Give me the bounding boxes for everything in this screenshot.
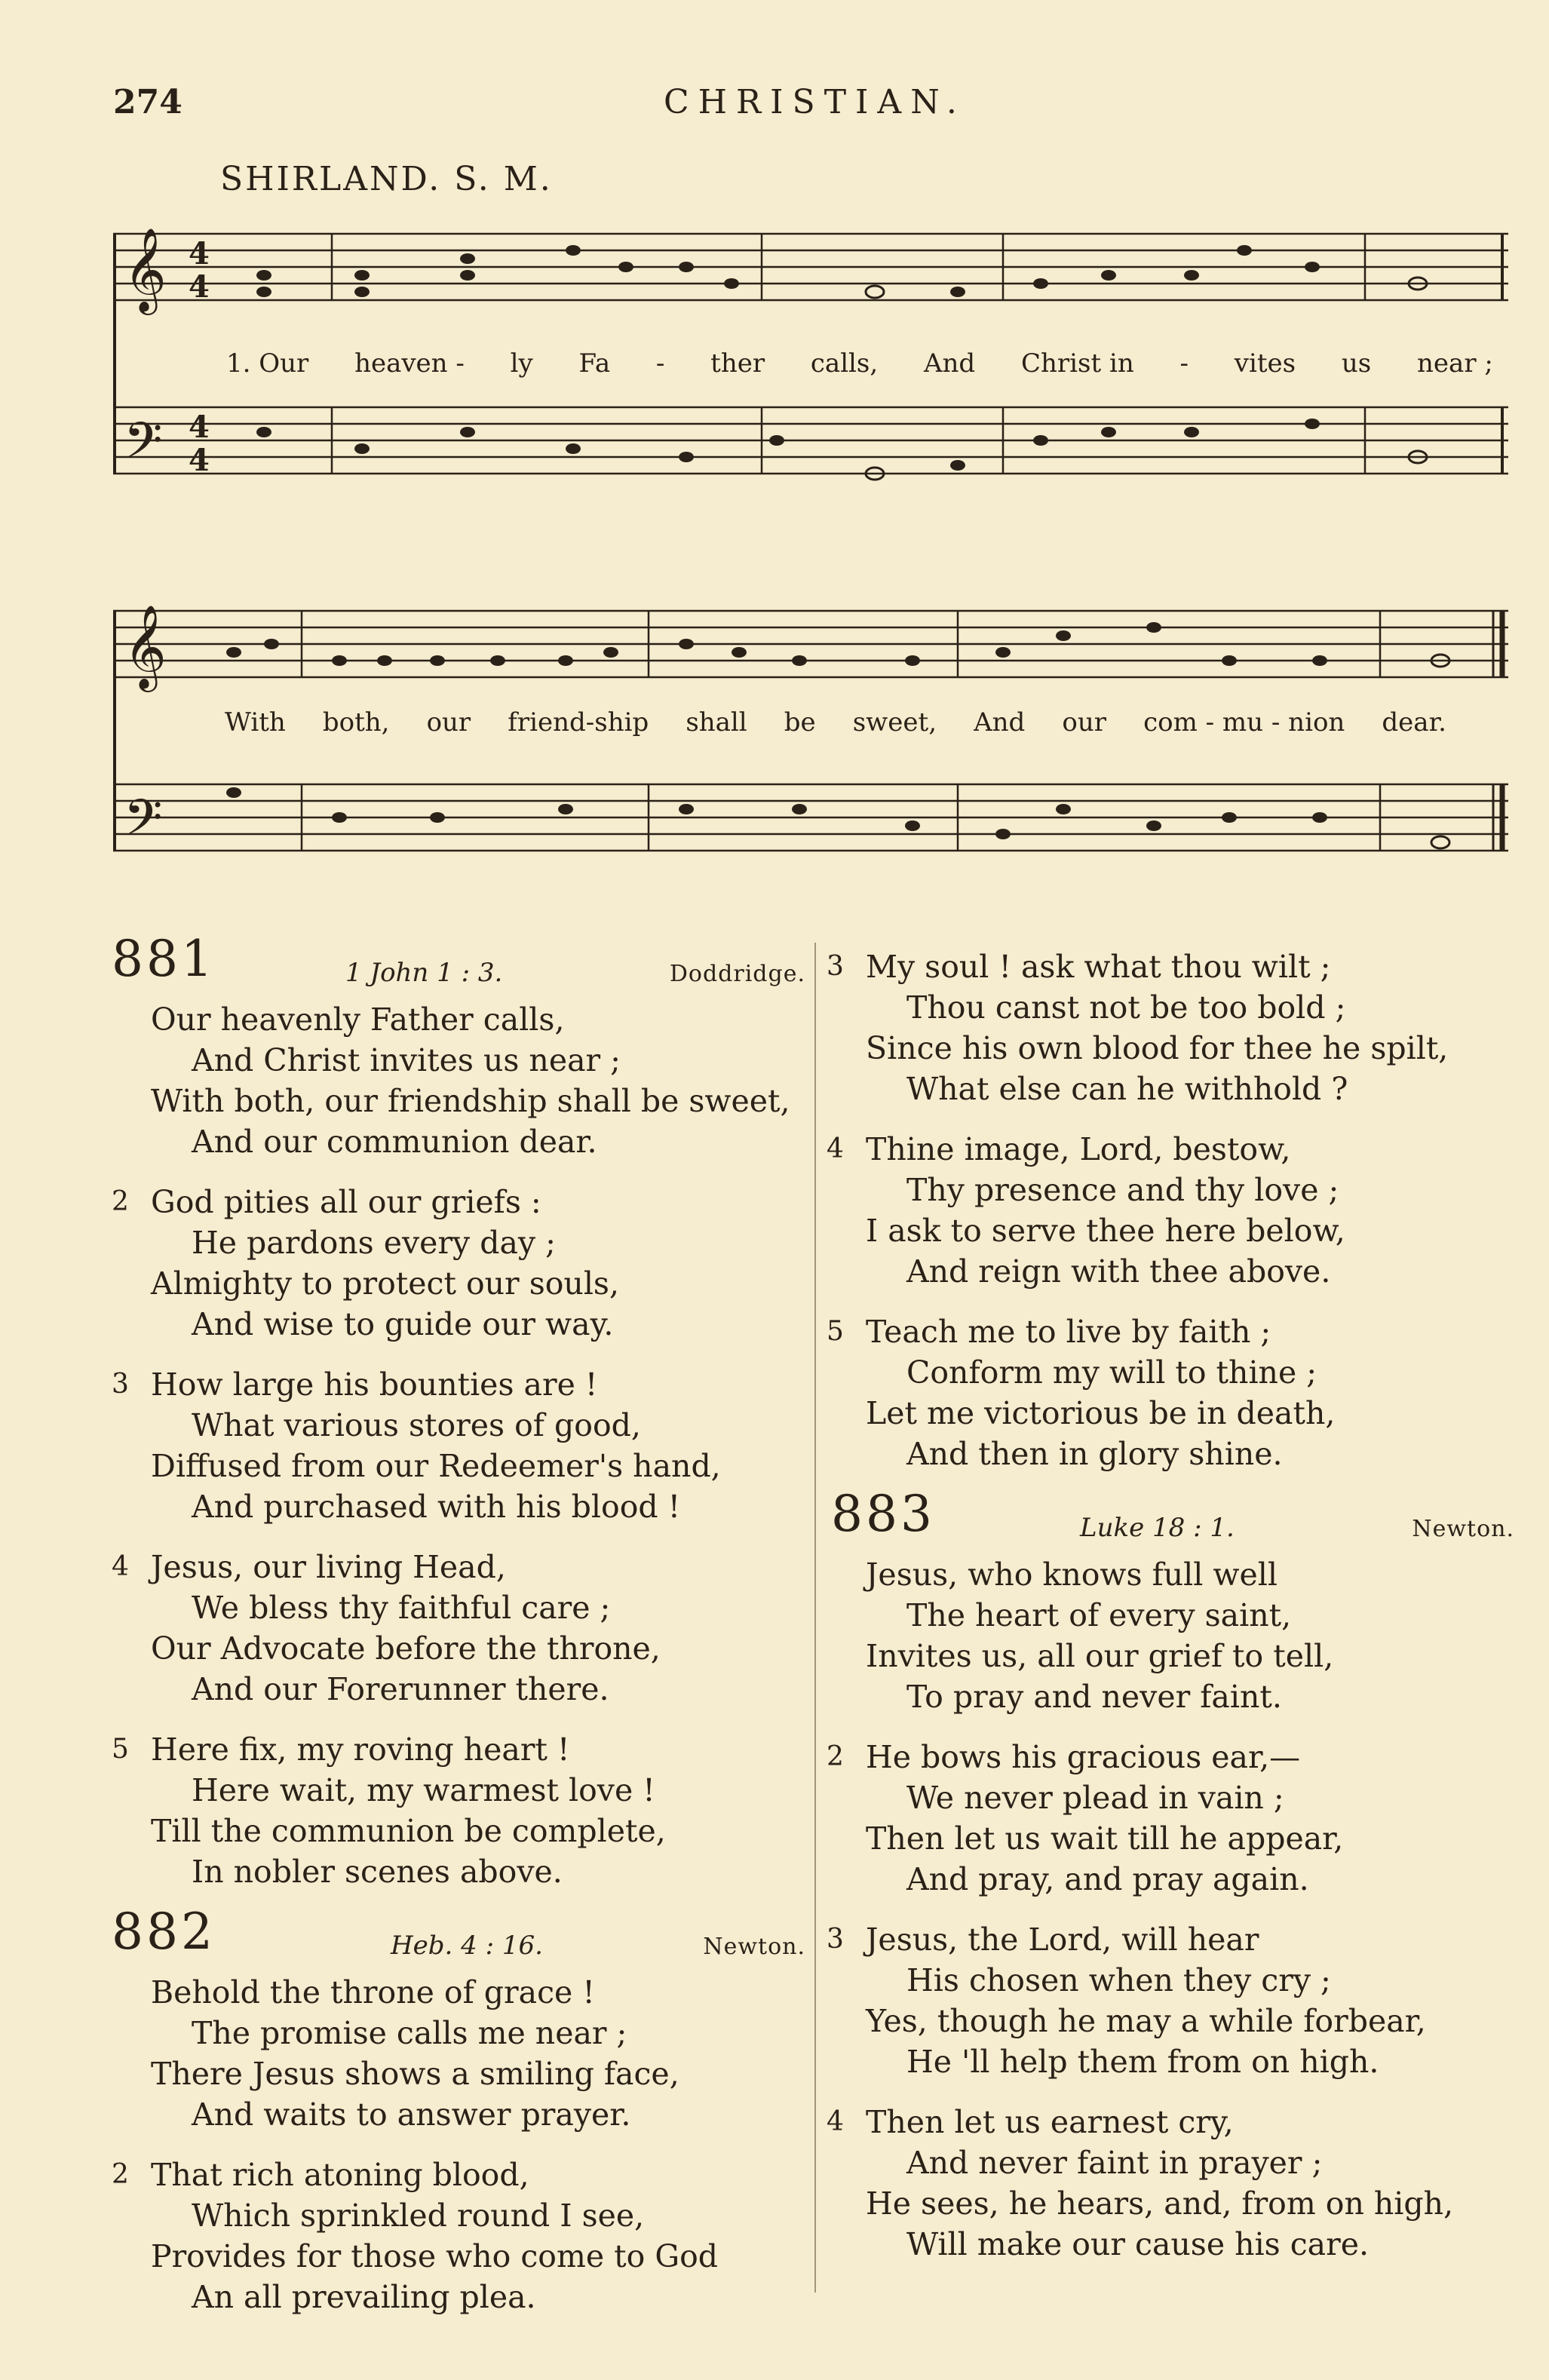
hymn-881-stanza-2 [112, 1182, 805, 1345]
hymn-number: 882 [112, 1903, 216, 1961]
verse-line: An all prevailing plea. [192, 2279, 536, 2315]
lyric-syllable: ly [510, 348, 533, 379]
svg-text:4: 4 [189, 409, 210, 445]
hymn-author: Newton. [703, 1934, 805, 1960]
lyric-syllable: - [655, 348, 665, 379]
verse-line: He 'll help them from on high. [906, 2044, 1379, 2080]
hymn-883-stanza-2 [827, 1737, 1514, 1900]
stanza-number: 3 [112, 1369, 129, 1400]
svg-text:4: 4 [189, 443, 210, 478]
hymn-882-stanza-3 [827, 946, 1514, 1109]
verse-line: The heart of every saint, [906, 1597, 1292, 1633]
verse-line: Behold the throne of grace ! [151, 1974, 595, 2010]
verse-line: Yes, though he may a while forbear, [866, 2003, 1426, 2039]
column-divider [814, 943, 816, 2293]
verse-line: Our Advocate before the throne, [151, 1630, 661, 1667]
verse-line: Then let us wait till he appear, [866, 1820, 1344, 1857]
scripture-reference: Heb. 4 : 16. [391, 1931, 543, 1961]
verse-line: What else can he withhold ? [906, 1071, 1348, 1107]
verse-line: And wise to guide our way. [192, 1306, 614, 1342]
lyric-syllable: sweet, [852, 707, 937, 738]
hymn-881-stanza-5 [112, 1729, 805, 1892]
verse-line: What various stores of good, [192, 1407, 641, 1443]
verse-line: And our Forerunner there. [192, 1671, 609, 1707]
hymn-883-stanza-1 [866, 1554, 1514, 1717]
verse-line: And reign with thee above. [906, 1253, 1331, 1290]
left-column [112, 930, 805, 2337]
stanza-number: 4 [112, 1551, 129, 1582]
verse-line: Thy presence and thy love ; [906, 1172, 1339, 1208]
lyric-syllable: And [923, 348, 976, 379]
verse-line: And Christ invites us near ; [192, 1042, 621, 1078]
verse-line: We bless thy faithful care ; [192, 1590, 611, 1626]
lyric-syllable: friend-ship [508, 707, 649, 738]
verse-line: God pities all our griefs : [151, 1184, 541, 1220]
verse-line: The promise calls me near ; [192, 2015, 627, 2051]
lyric-syllable: com - mu - nion [1143, 707, 1345, 738]
verse-line: And pray, and pray again. [906, 1861, 1309, 1897]
lyric-syllable: vites [1234, 348, 1296, 379]
hymn-883-stanza-4 [827, 2102, 1514, 2265]
verse-line: Here wait, my warmest love ! [192, 1772, 655, 1808]
hymn-882-heading [112, 1903, 805, 1972]
hymn-883-stanza-3 [827, 1919, 1514, 2082]
lyric-syllable: our [426, 707, 471, 738]
stanza-number: 5 [827, 1316, 844, 1347]
verse-line: And purchased with his blood ! [192, 1489, 681, 1525]
verse-line: Jesus, the Lord, will hear [866, 1921, 1259, 1958]
verse-line: And never faint in prayer ; [906, 2145, 1323, 2181]
lyric-syllable: calls, [810, 348, 879, 379]
verse-line: Will make our cause his care. [906, 2226, 1370, 2262]
tune-title: SHIRLAND. S. M. [220, 160, 553, 198]
lyric-syllable: ther [710, 348, 765, 379]
verse-line: Here fix, my roving heart ! [151, 1731, 570, 1768]
verse-line: That rich atoning blood, [151, 2157, 529, 2193]
verse-line: He sees, he hears, and, from on high, [866, 2185, 1454, 2222]
lyric-syllable: - [1179, 348, 1189, 379]
verse-line: Till the communion be complete, [151, 1813, 666, 1849]
hymn-882-stanza-4 [827, 1129, 1514, 1292]
stanza-number: 2 [112, 2159, 129, 2190]
lyric-syllable: our [1062, 707, 1106, 738]
svg-text:𝄞: 𝄞 [124, 227, 167, 311]
verse-line: Conform my will to thine ; [906, 1354, 1317, 1391]
stanza-number: 3 [827, 951, 844, 982]
verse-line: To pray and never faint. [906, 1679, 1282, 1715]
verse-line: There Jesus shows a smiling face, [151, 2056, 679, 2092]
lyric-syllable: dear. [1382, 707, 1446, 738]
verse-line: His chosen when they cry ; [906, 1962, 1331, 1998]
svg-text:𝄢: 𝄢 [124, 789, 163, 859]
lyric-syllable: us [1341, 348, 1372, 379]
lyric-syllable: With [225, 707, 286, 738]
hymn-881-stanza-4 [112, 1547, 805, 1710]
verse-line: And then in glory shine. [906, 1436, 1283, 1472]
svg-text:𝄢: 𝄢 [124, 412, 163, 482]
verse-line: Invites us, all our grief to tell, [866, 1638, 1334, 1674]
lyric-syllable: Fa [578, 348, 611, 379]
verse-line: And waits to answer prayer. [192, 2096, 631, 2133]
scripture-reference: 1 John 1 : 3. [345, 958, 503, 988]
scripture-reference: Luke 18 : 1. [1080, 1513, 1235, 1543]
hymn-author: Doddridge. [669, 961, 805, 987]
svg-text:𝄞: 𝄞 [124, 604, 167, 689]
tune-lyrics-line-1 [226, 348, 1493, 379]
lyric-syllable: heaven - [354, 348, 465, 379]
music-system-2 [113, 596, 1508, 912]
hymn-number: 881 [112, 930, 216, 988]
verse-line: Jesus, our living Head, [151, 1549, 506, 1585]
hymn-881-stanza-3 [112, 1364, 805, 1527]
hymn-883-heading [831, 1485, 1514, 1554]
verse-line: Almighty to protect our souls, [151, 1265, 620, 1302]
verse-line: He bows his gracious ear,— [866, 1739, 1301, 1775]
verse-line: My soul ! ask what thou wilt ; [866, 949, 1331, 985]
lyric-syllable: 1. Our [226, 348, 309, 379]
verse-line: Thou canst not be too bold ; [906, 989, 1346, 1026]
verse-line: Diffused from our Redeemer's hand, [151, 1448, 721, 1484]
hymn-author: Newton. [1412, 1516, 1514, 1542]
hymn-number: 883 [831, 1485, 935, 1543]
stanza-number: 4 [827, 1133, 844, 1164]
verse-line: Jesus, who knows full well [866, 1557, 1278, 1593]
hymn-881-stanza-1 [151, 999, 805, 1162]
stanza-number: 3 [827, 1924, 844, 1955]
verse-line: And our communion dear. [192, 1124, 597, 1160]
verse-line: He pardons every day ; [192, 1225, 556, 1261]
verse-line: Since his own blood for thee he spilt, [866, 1030, 1449, 1066]
stanza-number: 2 [827, 1741, 844, 1772]
hymn-882-stanza-1 [151, 1972, 805, 2135]
hymn-882-stanza-2 [112, 2155, 805, 2317]
page-number: 274 [113, 83, 183, 121]
hymn-882-stanza-5 [827, 1311, 1514, 1474]
verse-line: Thine image, Lord, bestow, [866, 1131, 1291, 1167]
stanza-number: 5 [112, 1734, 129, 1765]
lyric-syllable: near ; [1417, 348, 1493, 379]
verse-line: Let me victorious be in death, [866, 1395, 1336, 1431]
verse-line: Which sprinkled round I see, [192, 2198, 645, 2234]
verse-line: In nobler scenes above. [192, 1854, 563, 1890]
verse-line: We never plead in vain ; [906, 1780, 1284, 1816]
svg-text:4: 4 [189, 236, 210, 271]
lyric-syllable: Christ in [1020, 348, 1134, 379]
verse-line: I ask to serve thee here below, [866, 1213, 1345, 1249]
stanza-number: 2 [112, 1186, 129, 1217]
verse-line: With both, our friendship shall be sweet, [151, 1083, 790, 1119]
lyric-syllable: both, [322, 707, 390, 738]
lyric-syllable: shall [686, 707, 747, 738]
verse-line: Teach me to live by faith ; [866, 1314, 1271, 1350]
stanza-number: 4 [827, 2106, 844, 2137]
verse-line: Our heavenly Father calls, [151, 1001, 565, 1038]
lyric-syllable: And [974, 707, 1026, 738]
hymn-881-heading [112, 930, 805, 999]
right-column [827, 946, 1514, 2284]
lyric-syllable: be [784, 707, 816, 738]
svg-text:4: 4 [189, 269, 210, 305]
verse-line: Provides for those who come to God [151, 2238, 719, 2274]
running-head: CHRISTIAN. [664, 83, 966, 121]
verse-line: How large his bounties are ! [151, 1366, 598, 1403]
tune-lyrics-line-2 [225, 707, 1446, 738]
verse-line: Then let us earnest cry, [866, 2104, 1234, 2140]
score-staves-2 [113, 596, 1508, 912]
